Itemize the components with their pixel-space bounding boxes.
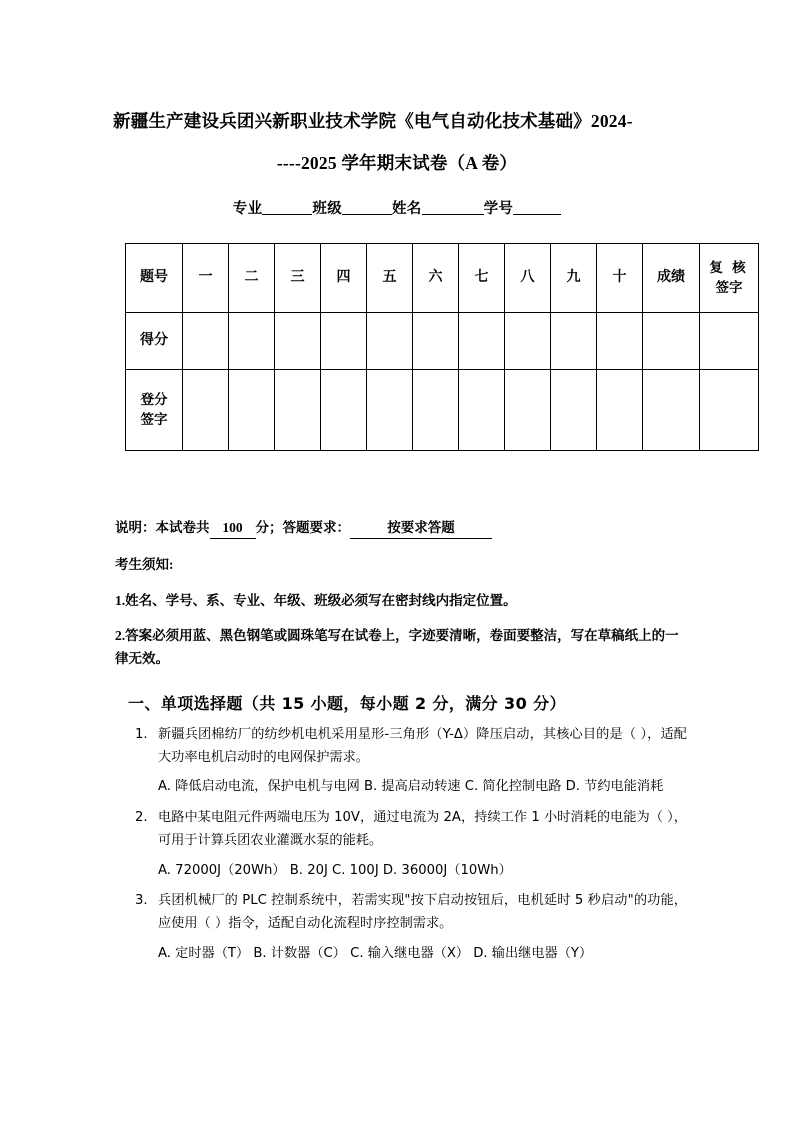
signature-cell-total[interactable] [643,370,700,451]
question-options [158,860,687,883]
total-score-value: 100 [210,518,256,539]
header-cell-row-label: 题号 [126,244,183,313]
description-middle: 分；答题要求： [255,520,350,535]
score-cell-10[interactable] [597,313,643,370]
signature-cell-4[interactable] [321,370,367,451]
header-cell-10: 十 [597,244,643,313]
score-table [125,243,759,451]
question-options [158,776,687,799]
signature-cell-7[interactable] [459,370,505,451]
header-cell-1: 一 [183,244,229,313]
header-cell-8: 八 [505,244,551,313]
score-cell-6[interactable] [413,313,459,370]
signature-cell-recheck[interactable] [700,370,759,451]
page-title [113,100,681,184]
option-list[interactable]: A. 72000J（20Wh） B. 20J C. 100J D. 36000J（10Wh） [158,862,512,878]
table-row-signature [126,370,759,451]
row-label-score: 得分 [126,313,183,370]
question-item [135,807,687,882]
student-id-field[interactable] [513,199,561,215]
header-cell-recheck [700,244,759,313]
score-cell-total[interactable] [643,313,700,370]
score-cell-2[interactable] [229,313,275,370]
score-cell-8[interactable] [505,313,551,370]
recheck-line-2: 签字 [715,280,743,295]
signature-label-line-1: 登分 [140,392,168,408]
option-list[interactable]: A. 降低启动电流，保护电机与电网 B. 提高启动转速 C. 简化控制电路 D. 节约电能消耗 [158,779,664,795]
notice-heading: 考生须知: [115,557,174,573]
header-cell-9: 九 [551,244,597,313]
student-id-label: 学号 [483,201,514,217]
question-options [158,943,687,966]
header-cell-3: 三 [275,244,321,313]
description-prefix: 说明：本试卷共 [115,520,210,535]
table-row-score [126,313,759,370]
name-field[interactable] [422,199,484,215]
question-item [135,890,687,965]
score-cell-3[interactable] [275,313,321,370]
major-field[interactable] [262,199,312,215]
signature-cell-5[interactable] [367,370,413,451]
notice-item-2: 2.答案必须用蓝、黑色钢笔或圆珠笔写在试卷上，字迹要清晰，卷面要整洁，写在草稿纸上的一律无效。 [115,627,679,666]
question-text: 兵团机械厂的 PLC 控制系统中，若需实现"按下启动按钮后，电机延时 5 秒启动"的功能，应使用（ ）指令，适配自动化流程时序控制需求。 [158,893,687,931]
student-info-line [113,197,681,218]
score-cell-9[interactable] [551,313,597,370]
header-cell-total: 成绩 [643,244,700,313]
recheck-line-1: 复 核 [709,260,749,276]
question-number: 2. [135,810,148,826]
signature-cell-9[interactable] [551,370,597,451]
signature-cell-8[interactable] [505,370,551,451]
notice-block [115,518,685,682]
score-cell-recheck[interactable] [700,313,759,370]
header-cell-4: 四 [321,244,367,313]
signature-cell-10[interactable] [597,370,643,451]
question-number: 3. [135,893,148,909]
exam-description-line [115,518,685,539]
signature-cell-2[interactable] [229,370,275,451]
score-cell-5[interactable] [367,313,413,370]
score-cell-4[interactable] [321,313,367,370]
score-cell-7[interactable] [459,313,505,370]
section-heading-multiple-choice: 一、单项选择题（共 15 小题，每小题 2 分，满分 30 分） [128,694,566,713]
option-list[interactable]: A. 定时器（T） B. 计数器（C） C. 输入继电器（X） D. 输出继电器（Y） [158,945,593,961]
name-label: 姓名 [392,201,422,217]
class-field[interactable] [342,199,392,215]
answer-requirement-value: 按要求答题 [350,518,492,539]
header-cell-6: 六 [413,244,459,313]
class-label: 班级 [312,201,342,217]
question-text: 电路中某电阻元件两端电压为 10V，通过电流为 2A，持续工作 1 小时消耗的电能为（ ），可用于计算兵团农业灌溉水泵的能耗。 [158,810,687,848]
question-number: 1. [135,727,148,742]
notice-item-1: 1.姓名、学号、系、专业、年级、班级必须写在密封线内指定位置。 [115,592,517,608]
header-cell-7: 七 [459,244,505,313]
major-label: 专业 [232,201,263,217]
signature-cell-6[interactable] [413,370,459,451]
row-label-signature [126,370,183,451]
question-text: 新疆兵团棉纺厂的纺纱机电机采用星形-三角形（Y-Δ）降压启动，其核心目的是（ ），适配大功率电机启动时的电网保护需求。 [158,727,687,765]
signature-label-line-2: 签字 [140,412,168,427]
question-list [135,724,687,973]
title-line-2: ----2025 学年期末试卷（A 卷） [276,153,518,173]
title-line-1: 新疆生产建设兵团兴新职业技术学院《电气自动化技术基础》2024- [113,111,633,131]
header-cell-2: 二 [229,244,275,313]
table-header-row [126,244,759,313]
header-cell-5: 五 [367,244,413,313]
signature-cell-3[interactable] [275,370,321,451]
signature-cell-1[interactable] [183,370,229,451]
question-item [135,724,687,799]
score-cell-1[interactable] [183,313,229,370]
